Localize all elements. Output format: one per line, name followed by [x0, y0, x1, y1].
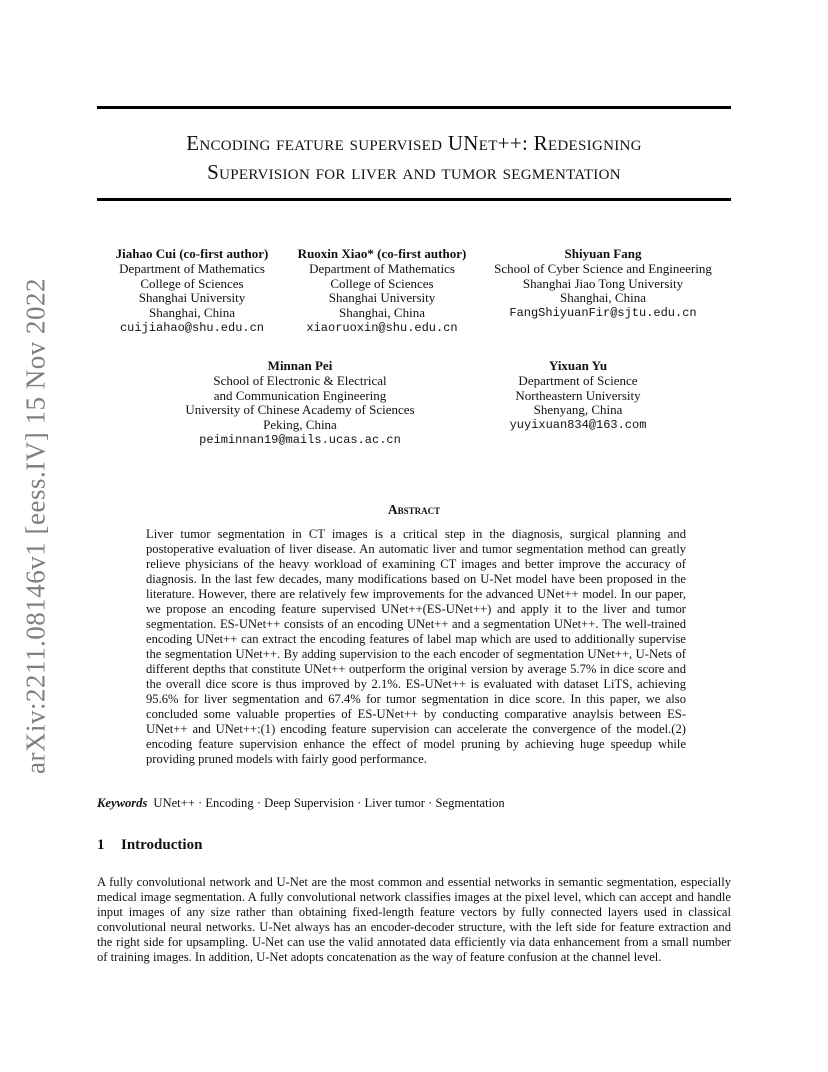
- abstract-heading: Abstract: [387, 502, 441, 517]
- author-block-yu: [510, 359, 647, 433]
- author-name: Ruoxin Xiao* (co-first author): [297, 246, 467, 261]
- author-affiliation-line: School of Electronic & Electrical: [213, 372, 387, 388]
- author-email: peiminnan19@mails.ucas.ac.cn: [199, 432, 401, 447]
- author-affiliation-line: Department of Mathematics: [309, 260, 455, 276]
- author-name: Minnan Pei: [267, 358, 333, 373]
- author-block-xiao: [298, 247, 467, 336]
- author-email: FangShiyuanFir@sjtu.edu.cn: [509, 306, 697, 321]
- author-affiliation-line: Shanghai University: [328, 290, 436, 306]
- paper-title: [97, 129, 731, 187]
- author-affiliation-line: Shenyang, China: [533, 402, 623, 418]
- author-affiliation-line: University of Chinese Academy of Sciences: [185, 402, 415, 418]
- section-heading-introduction: [97, 837, 202, 854]
- title-line-1: Encoding feature supervised UNet++: Redesigning: [186, 131, 642, 155]
- abstract-text: Liver tumor segmentation in CT images is a critical step in the diagnosis, surgical planning and postoperative evaluation of liver disease. An automatic liver and tumor segmentation method can greatly relieve physicians of the heavy workload of examining CT images and better improve the accuracy of diagnosis. In the last few decades, many modifications based on U-Net model have been proposed in the literature. However, there are relatively few improvements for the advanced UNet++ model. In our paper, we propose an encoding feature supervised UNet++(ES-UNet++) and apply it to the liver and tumor segmentation. ES-UNet++ consists of an encoding UNet++ and a segmentation UNet++. The well-trained encoding UNet++ can extract the encoding features of label map which are used to additionally supervise the segmentation UNet++. By adding supervision to the each encoder of segmentation UNet++, U-Nets of different depths that constitute UNet++ outperform the original version by average 5.7% in dice score and the overall dice score is thus improved by 2.1%. ES-UNet++ is evaluated with dataset LiTS, achieving 95.6% for liver segmentation and 67.4% for tumor segmentation in dice score. In this paper, we also concluded some valuable properties of ES-UNet++ by conducting comparative anaylsis between ES-UNet++ and UNet++:(1) encoding feature supervision can accelerate the convergence of the model.(2) encoding feature supervision enhance the effect of model pruning by achieving huge speedup while providing pruned models with fairly good performance.: [146, 527, 686, 766]
- arxiv-identifier: arXiv:2211.08146v1 [eess.IV] 15 Nov 2022: [20, 278, 51, 774]
- author-affiliation-line: Shanghai, China: [339, 305, 425, 321]
- author-affiliation-line: Department of Science: [518, 372, 638, 388]
- title-line-2: Supervision for liver and tumor segmentation: [207, 160, 621, 184]
- author-name: Shiyuan Fang: [564, 246, 642, 261]
- keywords-line: [97, 796, 505, 811]
- author-affiliation-line: Shanghai, China: [149, 305, 235, 321]
- author-affiliation-line: Shanghai Jiao Tong University: [522, 275, 684, 291]
- author-name: Jiahao Cui (co-first author): [115, 246, 269, 261]
- author-block-fang: [494, 247, 712, 321]
- author-name: Yixuan Yu: [548, 358, 608, 373]
- author-affiliation-line: Department of Mathematics: [119, 260, 265, 276]
- keywords-text: UNet++ · Encoding · Deep Supervision · Liver tumor · Segmentation: [153, 796, 505, 810]
- author-affiliation-line: and Communication Engineering: [213, 387, 387, 403]
- author-email: yuyixuan834@163.com: [509, 418, 647, 433]
- keywords-label: Keywords: [97, 796, 148, 810]
- title-bottom-rule: [97, 198, 731, 201]
- title-top-rule: [97, 106, 731, 109]
- author-block-cui: [116, 247, 269, 336]
- author-block-pei: [185, 359, 414, 448]
- section-title: Introduction: [121, 837, 203, 853]
- author-email: cuijiahao@shu.edu.cn: [119, 320, 265, 335]
- author-affiliation-line: Northeastern University: [515, 387, 641, 403]
- author-affiliation-line: College of Sciences: [330, 275, 434, 291]
- author-affiliation-line: Shanghai University: [138, 290, 246, 306]
- author-affiliation-line: College of Sciences: [140, 275, 244, 291]
- author-affiliation-line: School of Cyber Science and Engineering: [494, 260, 712, 276]
- section-number: 1: [97, 837, 105, 853]
- author-affiliation-line: Shanghai, China: [560, 290, 646, 306]
- author-affiliation-line: Peking, China: [263, 417, 337, 433]
- introduction-paragraph: A fully convolutional network and U-Net are the most common and essential networks in semantic segmentation, especially medical image segmentation. A fully convolutional network classifies images at the pixel level, which can accept and handle input images of any size rather than obtaining fixed-length feature vectors by fully connected layers used in classical convolutional neural networks. U-Net always has an encoder-decoder structure, with the left side for feature extraction and the right side for upsampling. U-Net can use the valid annotated data efficiently via data enhancement from a small number of training images. In addition, U-Net adopts concatenation as the way of feature confusion at the channel level.: [97, 875, 731, 964]
- author-email: xiaoruoxin@shu.edu.cn: [306, 320, 458, 335]
